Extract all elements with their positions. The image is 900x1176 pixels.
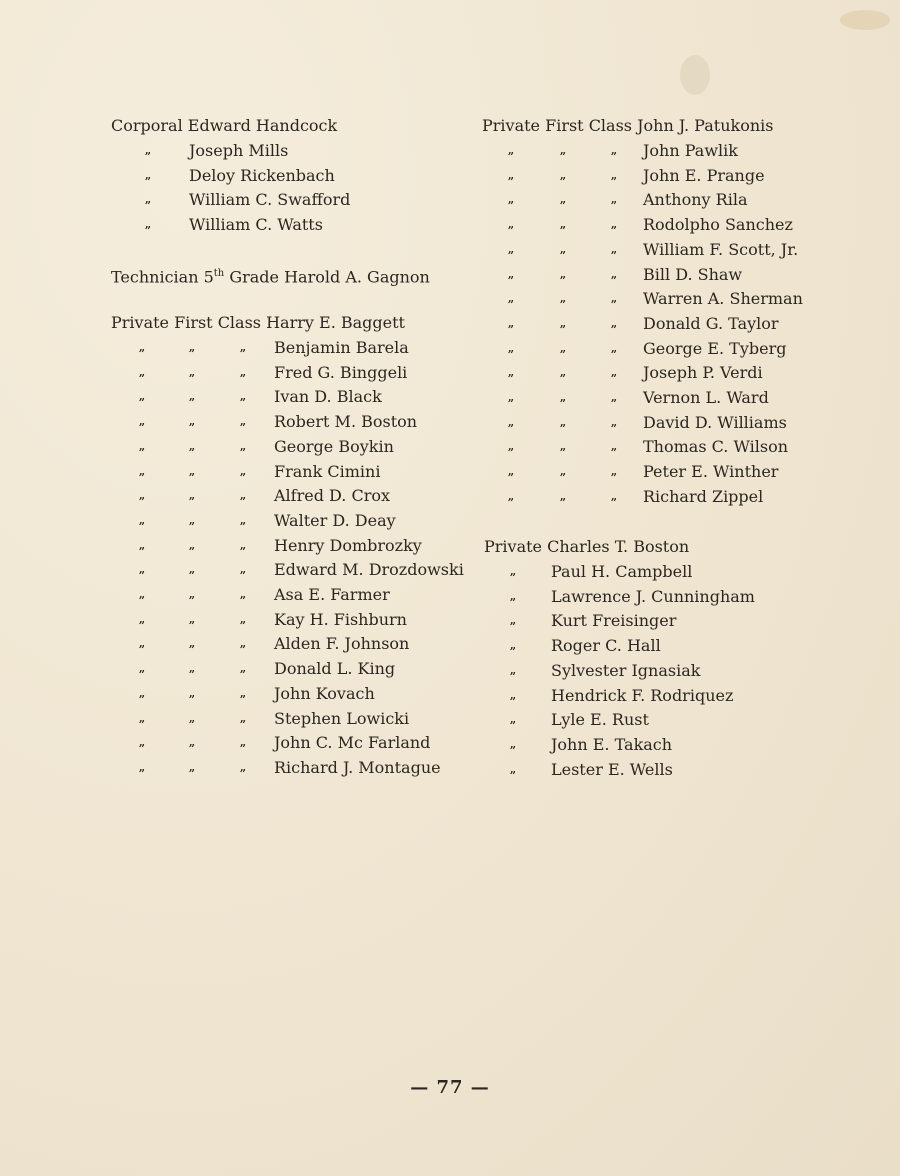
ditto-mark: „ — [188, 612, 196, 626]
ditto-mark: „ — [188, 439, 196, 453]
ditto-mark: „ — [188, 538, 196, 552]
ditto-mark: „ — [239, 563, 247, 577]
ditto-mark: „ — [507, 489, 515, 503]
ditto-mark: „ — [138, 439, 146, 453]
ditto-mark: „ — [144, 218, 152, 232]
ditto-mark: „ — [507, 465, 515, 479]
ditto-mark: „ — [507, 292, 515, 306]
ditto-mark: „ — [507, 242, 515, 256]
ditto-mark: „ — [188, 464, 196, 478]
ditto-mark: „ — [610, 267, 618, 281]
ditto-mark: „ — [559, 341, 567, 355]
ditto-mark: „ — [188, 390, 196, 404]
ditto-mark: „ — [610, 391, 618, 404]
person-name: Rodolpho Sanchez — [643, 215, 793, 235]
ditto-mark: „ — [509, 589, 517, 603]
ditto-mark: „ — [610, 242, 618, 256]
ditto-mark: „ — [138, 489, 146, 503]
ditto-mark: „ — [610, 193, 618, 207]
ditto-mark: „ — [138, 341, 146, 354]
ditto-mark: „ — [509, 663, 517, 677]
person-name: Thomas C. Wilson — [643, 437, 789, 457]
ditto-mark: „ — [559, 415, 567, 429]
ditto-mark: „ — [239, 736, 247, 750]
ditto-mark: „ — [610, 440, 618, 454]
ditto-mark: „ — [188, 637, 196, 651]
person-name: Roger C. Hall — [551, 636, 661, 656]
ditto-mark: „ — [138, 464, 146, 478]
ditto-mark: „ — [507, 144, 515, 157]
ditto-mark: „ — [239, 538, 247, 552]
page-number: — 77 — — [410, 1077, 490, 1098]
person-name: Richard Zippel — [643, 486, 764, 506]
person-name: Asa E. Farmer — [274, 585, 390, 604]
ditto-mark: „ — [559, 193, 567, 207]
person-name: John E. Prange — [643, 165, 765, 185]
ditto-mark: „ — [559, 218, 567, 232]
ditto-mark: „ — [507, 316, 515, 330]
ditto-mark: „ — [144, 168, 152, 182]
ditto-mark: „ — [188, 415, 196, 429]
person-name: Donald G. Taylor — [643, 313, 779, 333]
ditto-mark: „ — [138, 538, 146, 552]
person-name: Donald L. King — [274, 659, 396, 679]
person-name: Joseph Mills — [189, 141, 289, 160]
ditto-mark: „ — [610, 465, 618, 479]
ditto-mark: „ — [559, 144, 567, 157]
person-name: George E. Tyberg — [643, 338, 787, 358]
ditto-mark: „ — [610, 316, 618, 330]
person-name: Lyle E. Rust — [551, 710, 649, 730]
ditto-mark: „ — [138, 662, 146, 676]
ditto-mark: „ — [507, 193, 515, 207]
person-name: Stephen Lowicki — [274, 708, 410, 728]
private-heading: Private Charles T. Boston — [484, 537, 690, 556]
ditto-mark: „ — [239, 760, 247, 774]
person-name: Alden F. Johnson — [274, 634, 410, 654]
person-name: John Kovach — [274, 683, 375, 703]
ditto-mark: „ — [610, 489, 618, 503]
ditto-mark: „ — [559, 440, 567, 454]
person-name: Anthony Rila — [643, 190, 748, 210]
ditto-mark: „ — [138, 612, 146, 626]
person-name: William C. Watts — [189, 215, 323, 235]
ditto-mark: „ — [610, 415, 618, 429]
ditto-mark: „ — [138, 563, 146, 577]
ditto-mark: „ — [610, 292, 618, 306]
ditto-mark: „ — [239, 489, 247, 503]
ditto-mark: „ — [610, 366, 618, 380]
person-name: David D. Williams — [643, 412, 787, 432]
person-name: Deloy Rickenbach — [189, 165, 335, 185]
technician-heading-prefix: Technician 5 — [111, 267, 214, 287]
ditto-mark: „ — [559, 168, 567, 182]
ditto-mark: „ — [188, 588, 196, 601]
person-name: Benjamin Barela — [274, 338, 409, 357]
ditto-mark: „ — [610, 218, 618, 232]
corporal-heading: Corporal Edward Handcock — [111, 116, 338, 135]
ditto-mark: „ — [239, 439, 247, 453]
ditto-mark: „ — [509, 614, 517, 628]
ditto-mark: „ — [239, 686, 247, 700]
ditto-mark: „ — [188, 341, 196, 354]
person-name: Joseph P. Verdi — [643, 363, 763, 383]
ditto-mark: „ — [239, 365, 247, 379]
person-name: Ivan D. Black — [274, 387, 382, 407]
ditto-mark: „ — [188, 513, 196, 527]
ditto-mark: „ — [507, 415, 515, 429]
ditto-mark: „ — [509, 639, 517, 653]
ditto-mark: „ — [138, 637, 146, 651]
ditto-mark: „ — [507, 218, 515, 232]
technician-heading-sup: th — [213, 268, 225, 279]
person-name: Bill D. Shaw — [643, 264, 743, 284]
ditto-mark: „ — [138, 513, 146, 527]
ditto-mark: „ — [507, 267, 515, 281]
person-name: Henry Dombrozky — [274, 535, 422, 555]
ditto-mark: „ — [138, 365, 146, 379]
ditto-mark: „ — [559, 366, 567, 380]
ditto-mark: „ — [188, 760, 196, 774]
ditto-mark: „ — [239, 637, 247, 651]
ditto-mark: „ — [138, 390, 146, 404]
ditto-mark: „ — [188, 489, 196, 503]
ditto-mark: „ — [138, 588, 146, 601]
person-name: Vernon L. Ward — [643, 388, 769, 407]
ditto-mark: „ — [239, 415, 247, 429]
person-name: Robert M. Boston — [274, 412, 418, 432]
ditto-mark: „ — [138, 760, 146, 774]
ditto-mark: „ — [239, 513, 247, 527]
left-pfc-heading: Private First Class Harry E. Baggett — [111, 313, 405, 332]
ditto-mark: „ — [144, 144, 152, 157]
ditto-mark: „ — [509, 565, 517, 578]
ditto-mark: „ — [507, 341, 515, 355]
ditto-mark: „ — [610, 168, 618, 182]
ditto-mark: „ — [239, 390, 247, 404]
ditto-mark: „ — [188, 662, 196, 676]
ditto-mark: „ — [559, 316, 567, 330]
ditto-mark: „ — [138, 711, 146, 725]
person-name: William F. Scott, Jr. — [643, 239, 799, 259]
person-name: Edward M. Drozdowski — [274, 560, 464, 580]
ditto-mark: „ — [188, 686, 196, 700]
person-name: Sylvester Ignasiak — [551, 660, 701, 680]
ditto-mark: „ — [239, 588, 247, 601]
ditto-mark: „ — [239, 662, 247, 676]
ditto-mark: „ — [138, 686, 146, 700]
ditto-mark: „ — [559, 267, 567, 281]
person-name: Warren A. Sherman — [643, 289, 803, 309]
ditto-mark: „ — [610, 341, 618, 355]
ditto-mark: „ — [239, 612, 247, 626]
person-name: Hendrick F. Rodriquez — [551, 685, 734, 705]
person-name: Lester E. Wells — [551, 759, 673, 779]
ditto-mark: „ — [509, 688, 517, 702]
ditto-mark: „ — [610, 144, 618, 157]
ditto-mark: „ — [188, 711, 196, 725]
ditto-mark: „ — [239, 341, 247, 354]
ditto-mark: „ — [509, 762, 517, 776]
person-name: Richard J. Montague — [274, 757, 441, 777]
person-name: John Pawlik — [643, 141, 738, 160]
ditto-mark: „ — [507, 440, 515, 454]
ditto-mark: „ — [559, 465, 567, 479]
ditto-mark: „ — [239, 464, 247, 478]
person-name: John E. Takach — [551, 734, 673, 754]
person-name: Paul H. Campbell — [551, 562, 693, 581]
ditto-mark: „ — [507, 366, 515, 380]
ditto-mark: „ — [138, 736, 146, 750]
ditto-mark: „ — [188, 736, 196, 750]
person-name: Walter D. Deay — [274, 510, 396, 530]
ditto-mark: „ — [559, 242, 567, 256]
person-name: Kurt Freisinger — [551, 611, 677, 631]
ditto-mark: „ — [509, 737, 517, 751]
right-pfc-heading: Private First Class John J. Patukonis — [482, 116, 774, 135]
ditto-mark: „ — [559, 292, 567, 306]
ditto-mark: „ — [239, 711, 247, 725]
ditto-mark: „ — [559, 391, 567, 404]
person-name: George Boykin — [274, 436, 394, 456]
person-name: Frank Cimini — [274, 461, 381, 481]
person-name: Fred G. Binggeli — [274, 362, 408, 382]
person-name: Peter E. Winther — [643, 462, 779, 482]
ditto-mark: „ — [138, 415, 146, 429]
technician-heading-suffix: Grade Harold A. Gagnon — [224, 267, 430, 287]
ditto-mark: „ — [507, 391, 515, 404]
person-name: Lawrence J. Cunningham — [551, 586, 755, 606]
ditto-mark: „ — [507, 168, 515, 182]
person-name: John C. Mc Farland — [274, 733, 431, 753]
ditto-mark: „ — [144, 193, 152, 207]
person-name: William C. Swafford — [189, 190, 351, 210]
ditto-mark: „ — [559, 489, 567, 503]
ditto-mark: „ — [509, 713, 517, 727]
person-name: Kay H. Fishburn — [274, 609, 407, 629]
person-name: Alfred D. Crox — [274, 486, 391, 506]
ditto-mark: „ — [188, 563, 196, 577]
ditto-mark: „ — [188, 365, 196, 379]
